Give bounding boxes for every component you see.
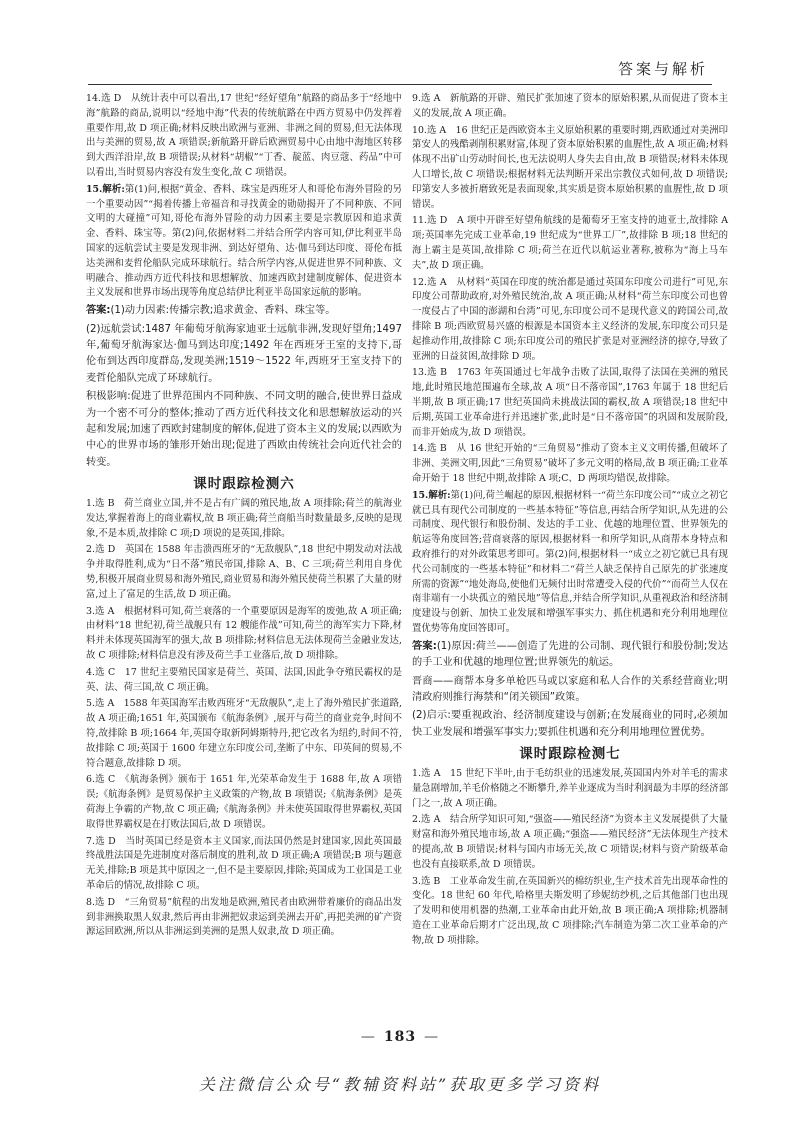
answer-item [86, 183, 402, 301]
item-text: 9.选 A 新航路的开辟、殖民扩张加速了资本的原始积累,从而促进了资本主义的发展,故 A 项正确。 [412, 93, 728, 119]
item-text: 3.选 B 工业革命发生前,在英国新兴的棉纺织业,生产技术首先出现革命性的变化。18 世纪 60 年代,哈格里夫斯发明了珍妮纺纱机,之后其他部门也出现了发明和使用机器的热潮,工业革命由此开始,故 B 项正确;A 项排除;机器制造在工业革命后期才广泛出现,故 C 项排除;汽车制造为第二次工业革命的产物,故 D 项排除。 [412, 875, 728, 946]
item-text: 5.选 A 1588 年英国海军击败西班牙“无敌舰队”,走上了海外殖民扩张道路,故 A 项正确;1651 年,英国颁布《航海条例》,展开与荷兰的商业竞争,时间不符,故排除 B 项;1664 年,英国夺取新阿姆斯特丹,把它改名为纽约,时间不符,故排除 C 项;英国于 1600 年建立东印度公司,垄断了中东、印英间的贸易,不符合题意,故排除 D 项。 [86, 698, 402, 769]
item-text: 14.选 D 从统计表中可以看出,17 世纪“经好望角”航路的商品多于“经地中海”航路的商品,说明以“经地中海”代表的传统航路在中西方贸易中仍发挥着重要作用,故 D 项正确;材料反映出欧洲与亚洲、非洲之间的贸易,但无法体现出与美洲的贸易,故 A 项错误;新航路开辟后欧洲贸易中心由地中海地区转移到大西洋沿岸,故 B 项错误;从材料“胡椒”“丁香、靛蓝、肉豆蔻、药品”中可以看出,当时贸易内容没有发生变化,故 C 项错误。 [86, 93, 402, 178]
item-text: 11.选 D A 项中开辟至好望角航线的是葡萄牙王室支持的迪亚士,故排除 A 项;英国率先完成工业革命,19 世纪成为“世界工厂”,故排除 B 项;18 世纪的海上霸主是英国,故排除 C 项;荷兰在近代以航运业著称,被称为“海上马车夫”,故 D 项正确。 [412, 215, 728, 271]
answer-item [412, 875, 728, 949]
answer-item [86, 497, 402, 541]
header-title: 答案与解析 [617, 60, 708, 78]
answer-item [86, 697, 402, 771]
item-label: 15.解析: [86, 183, 125, 195]
item-label: 答案: [412, 640, 437, 652]
answer-paragraph [412, 674, 728, 707]
item-text: 7.选 D 当时英国已经是资本主义国家,而法国仍然是封建国家,因此英国最终战胜法国是先进制度对落后制度的胜利,故 D 项正确;A 项错误;B 项与题意无关,排除;B 项是其中原因之一,但不是主要原因,排除;英国成为工业国是工业革命后的情况,故排除 C 项。 [86, 835, 402, 891]
item-text: 10.选 A 16 世纪正是西欧资本主义原始积累的重要时期,西欧通过对美洲印第安人的残酷剥削积累财富,体现了资本原始积累的血腥性,故 A 项正确;材料体现不出矿山劳动时间长,也无法说明人身失去自由,故 B 项错误;材料未体现人口增长,故 C 项错误;根据材料无法判断开采出宗教仪式如何,故 D 项错误;印第安人多被折磨致死是表面现象,其实质是资本原始积累的血腥性,故 D 项错误。 [412, 124, 728, 210]
item-text: (2)启示:要重视政治、经济制度建设与创新;在发展商业的同时,必须加快工业发展和增强军事实力;要抓住机遇和充分利用地理位置优势。 [412, 710, 728, 738]
item-text: 4.选 C 17 世纪主要殖民国家是荷兰、英国、法国,因此争夺殖民霸权的是英、法、荷三国,故 C 项正确。 [86, 666, 402, 693]
item-label: 答案: [86, 305, 111, 317]
item-text: (1)原因:荷兰——创造了先进的公司制、现代银行和股份制;发达的手工业和优越的地理位置;世界领先的航运。 [412, 640, 729, 669]
item-text: 积极影响:促进了世界范围内不同种族、不同文明的融合,使世界日益成为一个密不可分的整体;推动了西方近代科技文化和思想解放运动的兴起和发展;加速了西欧封建制度的解体,促进了资本主义的发展;以西欧为中心的世界市场的雏形开始出现;促进了西欧由传统社会向近代社会的转变。 [86, 391, 402, 468]
item-text: (2)远航尝试:1487 年葡萄牙航海家迪亚士远航非洲,发现好望角;1497 年,葡萄牙航海家达·伽马到达印度;1492 年在西班牙王室的支持下,哥伦布到达西印度群岛,发现美洲;1519～1522 年,西班牙王室支持下的麦哲伦船队完成了环球航行。 [86, 323, 402, 384]
answer-item [412, 767, 728, 811]
item-text: 2.选 A 结合所学知识可知,“强盗——殖民经济”为资本主义发展提供了大量财富和海外殖民地市场,故 A 项正确;“强盗——殖民经济”无法体现生产技术的提高,故 B 项错误;材料与国内市场无关,故 C 项错误;材料与资产阶级革命也没有直接联系,故 D 项错误。 [412, 814, 728, 870]
answer-item [86, 92, 402, 181]
item-text: 第(1)问,根据“黄金、香料、珠宝是西班牙人和哥伦布海外冒险的另一个重要动因”“揭着传播上帝福音和寻找黄金的勋勋揭开了不同种族、不同文明的大碰撞”可知,哥伦布海外冒险的动力因素主要是宗教原因和追求黄金、香料、珠宝等。第(2)问,依据材料二并结合所学内容可知,伊比利亚半岛国家的远航尝试主要是发现非洲、到达好望角、达·伽马到达印度、哥伦布抵达美洲和麦哲伦船队完成环球航行。结合所学内容,从促进世界不同种族、文明融合、推动西方近代科技和思想解放、加速西欧封建制度解体、促进资本主义发展和世界市场出现等角度总结伊比利亚半岛国家远航的影响。 [86, 183, 402, 299]
answer-paragraph [412, 639, 728, 672]
page-number: — 183 — [360, 1029, 440, 1045]
header-divider [88, 84, 712, 85]
item-text: 晋商——商帮本身多单枪匹马或以家庭和私人合作的关系经营商业;明清政府则推行海禁和“闭关锁国”政策。 [412, 675, 728, 703]
page-number-value: 183 [383, 1029, 417, 1045]
item-text: 14.选 B 从 16 世纪开始的“三角贸易”推动了资本主义文明传播,但破坏了非洲、美洲文明,因此“三角贸易”破坏了多元文明的格局,故 B 项正确;工业革命开始于 18 世纪中期,故排除 A 项;C、D 两项均错误,故排除。 [412, 443, 728, 484]
answer-item [412, 214, 728, 273]
answer-paragraph [86, 322, 402, 388]
item-text: 12.选 A 从材料“英国在印度的统治都是通过英国东印度公司进行”可见,东印度公司帮助政府,对外殖民统治,故 A 项正确;从材料“荷兰东印度公司也曾一度侵占了中国的澎湖和台湾”可见,东印度公司不是现代意义的跨国公司,故排除 B 项;西欧贸易兴盛的根源是本国资本主义经济的发展,东印度公司只是起推动作用,故排除 C 项;东印度公司的殖民扩张是对亚洲经济的掠夺,导致了亚洲的日益贫困,故排除 D 项。 [412, 276, 728, 362]
item-text: 2.选 D 英国在 1588 年击溃西班牙的“无敌舰队”,18 世纪中期发动对法战争并取得胜利,成为“日不落”殖民帝国,排除 A、B、C 三项;荷兰利用自身优势,积极开展商业贸易和海外殖民,商业贸易和海外殖民使荷兰积累了大量的财富,过上了富足的生活,故 D 项正确。 [86, 544, 402, 600]
item-text: (1)动力因素:传播宗教;追求黄金、香料、珠宝等。 [110, 305, 336, 317]
answer-paragraph [86, 389, 402, 471]
item-text: 8.选 D “三角贸易”航程的出发地是欧洲,殖民者由欧洲带着廉价的商品出发到非洲换取黑人奴隶,然后再由非洲把奴隶运到美洲去开矿,再把美洲的矿产资源运回欧洲,所以从非洲运到美洲的是黑人奴隶,故 D 项正确。 [86, 896, 402, 938]
answer-paragraph [86, 303, 402, 319]
item-text: 1.选 B 荷兰商业立国,并不是占有广阔的殖民地,故 A 项排除;荷兰的航海业发达,掌握着海上的商业霸权,故 B 项正确;荷兰商船当时数量最多,反映的是现象,不是本质,故排除 C 项;D 项说的是英国,排除。 [86, 498, 402, 539]
answer-item [412, 813, 728, 872]
item-text: 3.选 A 根据材料可知,荷兰衰落的一个重要原因是海军的废弛,故 A 项正确;由材料“18 世纪初,荷兰战舰只有 12 艘能作战”可知,荷兰的海军实力下降,材料并未体现英国海军的强大,故 B 项排除;材料信息无法体现荷兰金融业发达,故 C 项排除;材料信息没有涉及荷兰手工业落后,故 D 项排除。 [86, 605, 402, 661]
answer-item [86, 835, 402, 894]
section-title: 课时跟踪检测七 [519, 746, 621, 763]
item-text: 1.选 A 15 世纪下半叶,由于毛纺织业的迅速发展,英国国内外对羊毛的需求量急剧增加,羊毛价格随之不断攀升,养羊业逐成为当时利润最为丰厚的经济部门之一,故 A 项正确。 [412, 767, 728, 809]
answer-item [412, 442, 728, 486]
answer-item [412, 92, 728, 122]
answer-paragraph [412, 708, 728, 741]
answer-item [412, 276, 728, 365]
answer-item [86, 773, 402, 832]
item-label: 15.解析: [412, 489, 451, 501]
answer-item [86, 543, 402, 602]
answer-item [86, 666, 402, 696]
item-text: 第(1)问,荷兰崛起的原因,根据材料一“荷兰东印度公司”“成立之初它就已具有现代公司制度的一些基本特征”等信息,再结合所学知识,从先进的公司制度、现代银行和股份制、发达的手工业、优越的地理位置、世界领先的航运等角度回答;营商衰落的原因,根据材料一和所学知识,从商帮本身特点和政府推行的对外政策思考即可。第(2)问,根据材料一“成立之初它就已具有现代公司制度的一些基本特征”和材料二“荷兰人缺乏保持自己原先的扩张速度所需的资源”“地处海岛,使他们无频付出时常遭受入侵的代价”“而荷兰人仅在南非端有一小块孤立的殖民地”等信息,并结合所学知识,从重视政治和经济制度建设与创新、加快工业发展和增强军事实力、抓住机遇和充分利用地理位置优势等角度回答即可。 [412, 489, 728, 634]
item-text: 6.选 C 《航海条例》颁布于 1651 年,光荣革命发生于 1688 年,故 A 项错误;《航海条例》是贸易保护主义政策的产物,故 B 项错误;《航海条例》是英荷海上争霸的产物,故 C 项正确;《航海条例》并未使英国取得世界霸权,英国取得世界霸权是在打败法国后,故 D 项错误。 [86, 774, 402, 830]
answer-item [412, 124, 728, 213]
answer-item [412, 366, 728, 440]
answer-item [86, 605, 402, 664]
item-text: 13.选 B 1763 年英国通过七年战争击败了法国,取得了法国在美洲的殖民地,此时殖民地范围遍布全球,故 A 项“日不落帝国”,1763 年属于 18 世纪后半期,故 B 项正确;17 世纪英国尚未挑战法国的霸权,故 A 项错误;18 世纪中后期,英国工业革命进行并迅速扩张,此时是“日不落帝国”的巩固和发展阶段,而非开始成为,故 D 项错误。 [412, 367, 728, 438]
answer-item [412, 489, 728, 637]
answer-item [86, 896, 402, 940]
section-title: 课时跟踪检测六 [193, 476, 295, 493]
right-column [412, 92, 728, 950]
footer-note: 关注微信公众号“教辅资料站”获取更多学习资料 [198, 1075, 602, 1094]
left-column [86, 92, 402, 942]
